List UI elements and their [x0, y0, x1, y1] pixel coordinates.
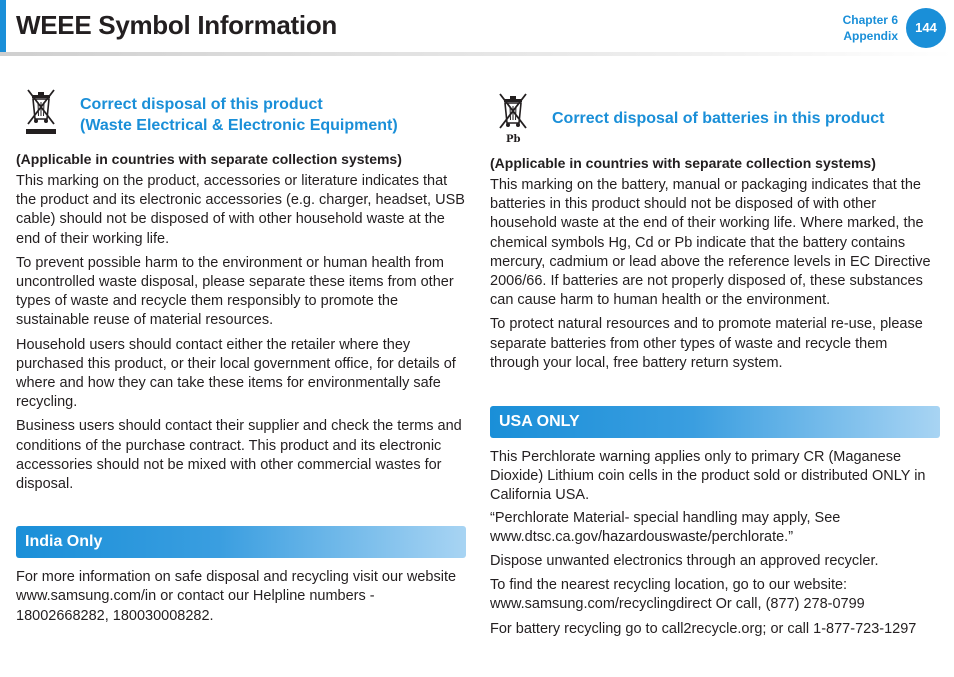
battery-applicable-note: (Applicable in countries with separate collection systems): [490, 155, 876, 171]
battery-heading: Correct disposal of batteries in this product: [552, 110, 885, 127]
weee-section-header: [16, 84, 466, 140]
section-label: Appendix: [843, 29, 898, 43]
left-column: [16, 84, 466, 626]
pb-symbol-label: Pb: [506, 134, 521, 145]
weee-applicable-note: (Applicable in countries with separate collection systems): [16, 151, 402, 167]
chapter-label: Chapter 6: [842, 13, 898, 27]
weee-heading-line2: (Waste Electrical & Electronic Equipment): [80, 117, 398, 134]
usa-paragraph-3: Dispose unwanted electronics through an approved recycler.: [490, 553, 879, 570]
weee-paragraph-1: This marking on the product, accessories or literature indicates that the product and its electronic accessories (e.g. charger, headset, USB cable) should not be disposed of with other household waste at the end of their working life.: [16, 173, 465, 247]
battery-paragraph-2: To protect natural resources and to promote material re-use, please separate batteries from other types of waste and recycle them through your local, free battery return system.: [490, 316, 923, 371]
usa-paragraph-1: This Perchlorate warning applies only to primary CR (Maganese Dioxide) Lithium coin cells in the product sold or distributed ONLY in California USA.: [490, 449, 926, 504]
usa-only-banner: USA ONLY: [490, 406, 940, 438]
weee-paragraph-2: To prevent possible harm to the environment or human health from uncontrolled waste disposal, please separate these items from other types of waste and recycle them responsibly to promote the sustainable reuse of material resources.: [16, 254, 454, 329]
weee-paragraph-4: Business users should contact their supplier and check the terms and conditions of the purchase contract. This product and its electronic accessories should not be mixed with other commercial wastes for disposal.: [16, 418, 462, 493]
battery-paragraph-1: This marking on the battery, manual or packaging indicates that the batteries in this product should not be disposed of with other household waste at the end of their working life. Where marked, the chemical symbols Hg, Cd or Pb indicate that the battery contains mercury, cadmium or lead above the reference levels in EC Directive 2006/66. If batteries are not properly disposed of, these substances can cause harm to human health or the environment.: [490, 177, 931, 309]
page-title: WEEE Symbol Information: [16, 10, 338, 40]
page-number-badge: 144: [906, 8, 946, 48]
usa-paragraph-2: “Perchlorate Material- special handling may apply, See www.dtsc.ca.gov/hazardouswaste/perchlorate.”: [490, 509, 841, 545]
battery-section-header: [490, 84, 940, 146]
chapter-info: [843, 12, 898, 44]
weee-heading: [80, 94, 398, 136]
header-divider: [0, 52, 954, 56]
weee-heading-line1: Correct disposal of this product: [80, 96, 323, 113]
right-column: [490, 84, 940, 639]
india-only-banner: India Only: [16, 526, 466, 558]
header-accent-bar: [0, 0, 6, 52]
weee-paragraph-3: Household users should contact either the retailer where they purchased this product, or their local government office, for details of where and how they can take these items for environmentally safe recycling.: [16, 336, 456, 411]
usa-paragraph-4: To find the nearest recycling location, go to our website: www.samsung.com/recyclingdirect Or call, (877) 278-0799: [490, 577, 865, 613]
india-info-text: For more information on safe disposal and recycling visit our website www.samsung.com/in or contact our Helpline numbers - 18002668282, 180030008282.: [16, 569, 457, 624]
usa-paragraph-5: For battery recycling go to call2recycle.org; or call 1-877-723-1297: [490, 620, 917, 637]
